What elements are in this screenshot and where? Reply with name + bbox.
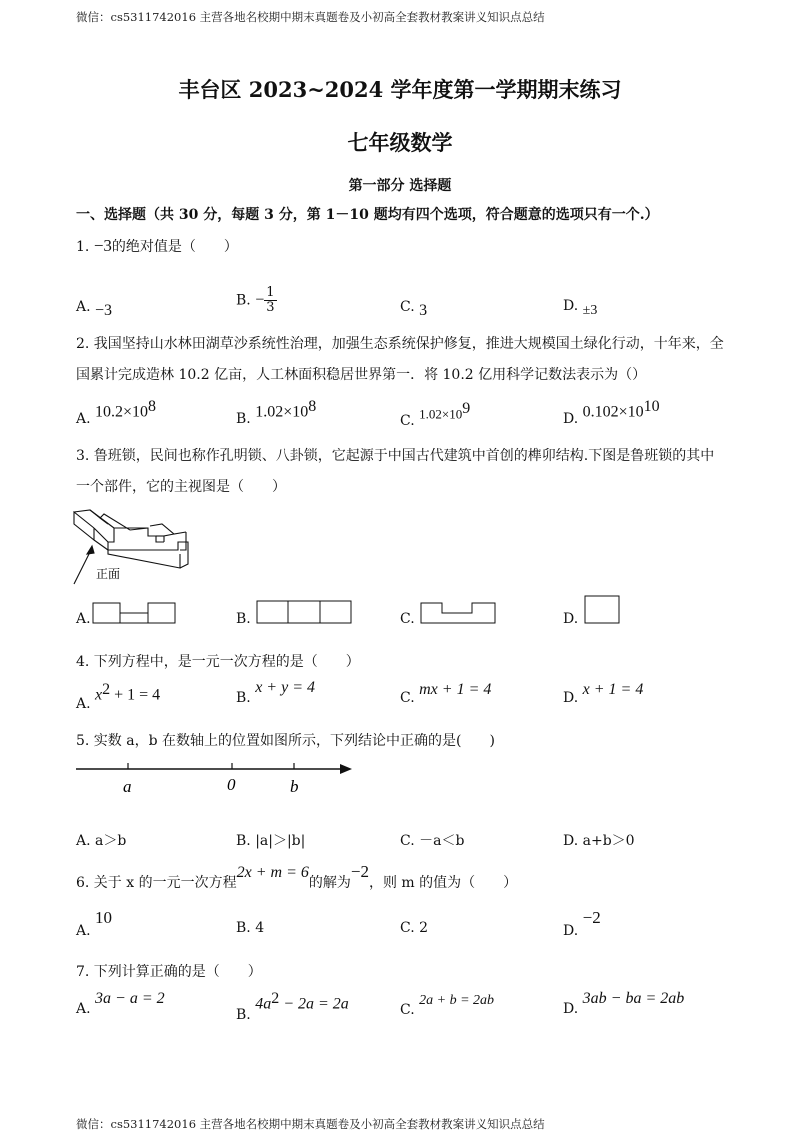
q1-option-b[interactable]: B. − $\frac{1}{3}$ — [236, 285, 275, 315]
question-3: 3. 鲁班锁，民间也称作孔明锁、八卦锁，它起源于中国古代建筑中首创的榫卯结构.下图是鲁班锁的其中一个部件，它的主视图是（ ） — [76, 448, 715, 495]
q3-option-c[interactable]: C. — [400, 611, 415, 627]
luban-lock-figure — [70, 502, 195, 592]
q2-option-c[interactable]: C. $1.02\times 10^9$ — [400, 400, 471, 429]
q3-option-d[interactable]: D. — [563, 611, 579, 627]
q4-option-d[interactable]: D. x + 1 = 4 — [563, 681, 644, 706]
q7-option-c[interactable]: C. 2a + b = 2ab — [400, 993, 495, 1018]
page-subtitle: 七年级数学 — [347, 130, 453, 155]
q2-option-a[interactable]: A. $10.2\times 10^8$ — [76, 398, 157, 427]
front-label: 正面 — [96, 567, 121, 581]
q2-option-b[interactable]: B. $1.02\times 10^8$ — [236, 398, 317, 427]
q5-option-a[interactable]: A. a＞b — [76, 833, 127, 849]
question-7: 7. 下列计算正确的是（ ） — [76, 964, 262, 980]
q5-option-b[interactable]: B. |a|＞|b| — [236, 833, 306, 849]
question-5: 5. 实数 a，b 在数轴上的位置如图所示，下列结论中正确的是( ) — [76, 733, 495, 749]
question-4: 4. 下列方程中，是一元一次方程的是（ ） — [76, 654, 360, 670]
q1-option-c[interactable]: C. 3 — [400, 299, 428, 319]
q1-option-a[interactable]: A. −3 — [76, 299, 113, 319]
page-title: 丰台区 2023~2024 学年度第一学期期末练习 — [178, 77, 622, 102]
q3-option-d-figure — [584, 595, 620, 625]
q4-option-a[interactable]: A. $x^2 + 1 = 4$ — [76, 681, 161, 712]
q6-option-d[interactable]: D. −2 — [563, 908, 601, 939]
question-1: 1. −3的绝对值是（ ） — [76, 236, 238, 255]
q2-option-d[interactable]: D. $0.102\times 10^{10}$ — [563, 398, 660, 427]
q4-option-b[interactable]: B. x + y = 4 — [236, 679, 315, 706]
footer-note: 微信：cs5311742016 主营各地名校期中期末真题卷及小初高全套教材教案讲义知识点总结 — [76, 1117, 545, 1131]
q6-solution: −2 — [350, 862, 369, 881]
axis-label-0: 0 — [227, 775, 236, 794]
q3-option-a-figure — [92, 602, 176, 624]
q6-option-c[interactable]: C. 2 — [400, 920, 429, 936]
q1-option-d[interactable]: D. ±3 — [563, 298, 598, 318]
axis-label-a: a — [123, 777, 132, 796]
q7-option-a[interactable]: A. 3a − a = 2 — [76, 990, 165, 1017]
part-heading: 第一部分 选择题 — [348, 178, 452, 194]
q3-option-c-figure — [420, 602, 496, 624]
q3-option-b[interactable]: B. — [236, 611, 251, 627]
q7-option-b[interactable]: B. $4a^2 - 2a = 2a$ — [236, 990, 349, 1023]
q1-expression: −3 — [93, 236, 112, 255]
q6-equation: 2x + m = 6 — [236, 864, 309, 881]
axis-label-b: b — [290, 777, 299, 796]
q3-option-a[interactable]: A. — [76, 611, 91, 627]
q5-option-c[interactable]: C. －a＜b — [400, 833, 465, 849]
q6-option-b[interactable]: B. 4 — [236, 920, 265, 936]
question-2: 2. 我国坚持山水林田湖草沙系统性治理，加强生态系统保护修复，推进大规模国土绿化行动，十年来，全国累计完成造林 10.2 亿亩，人工林面积稳居世界第一．将 10.2 亿用科学记数法表示为（） — [76, 336, 724, 383]
q6-option-a[interactable]: A. 10 — [76, 908, 113, 939]
q3-option-b-figure — [256, 600, 352, 624]
q7-option-d[interactable]: D. 3ab − ba = 2ab — [563, 990, 685, 1017]
q4-option-c[interactable]: C. mx + 1 = 4 — [400, 681, 492, 706]
section-heading: 一、选择题（共 30 分，每题 3 分，第 1－10 题均有四个选项，符合题意的选项只有一个.） — [76, 207, 659, 223]
header-note: 微信：cs5311742016 主营各地名校期中期末真题卷及小初高全套教材教案讲义知识点总结 — [76, 10, 545, 24]
number-line — [72, 758, 362, 798]
question-6: 6. 关于 x 的一元一次方程2x + m = 6的解为−2，则 m 的值为（ ） — [76, 862, 518, 891]
q5-option-d[interactable]: D. a+b＞0 — [563, 833, 635, 849]
